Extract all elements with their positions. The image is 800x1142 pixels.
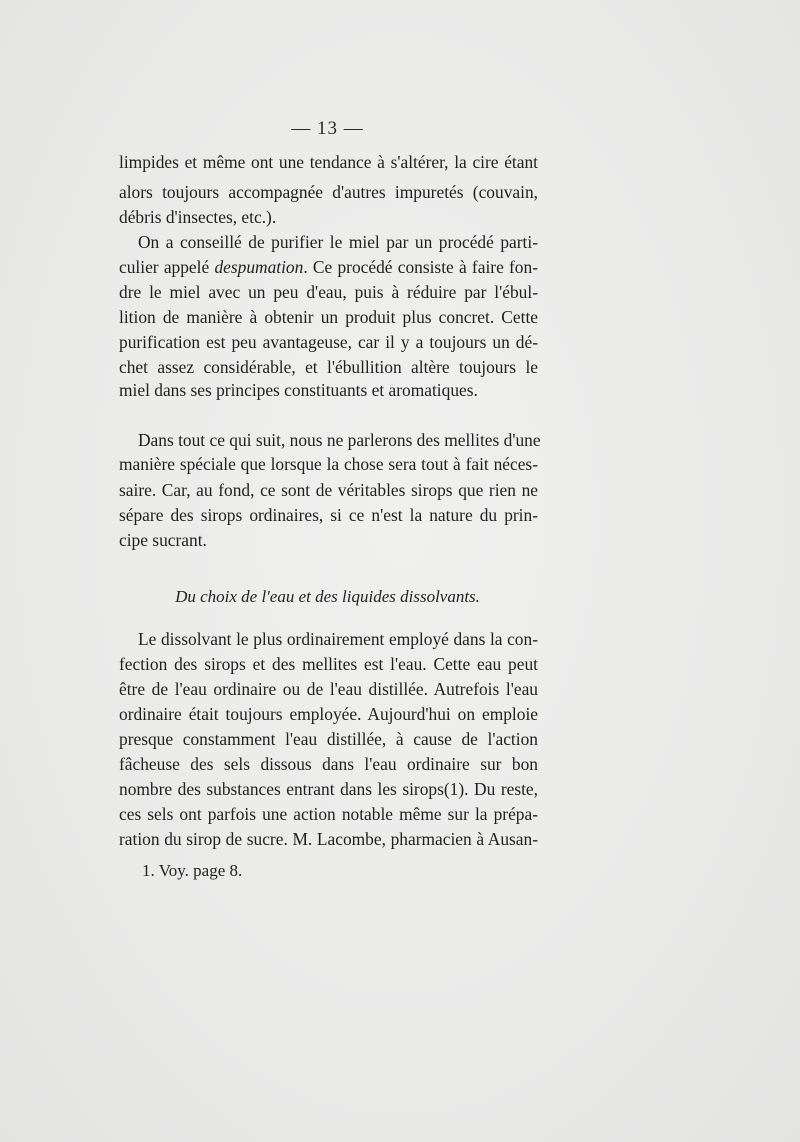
- text-line-with-italic: [119, 255, 538, 279]
- text-line: dre le miel avec un peu d'eau, puis à réduire par l'ébul-: [119, 282, 538, 302]
- text-line: Dans tout ce qui suit, nous ne parlerons des mellites d'une: [138, 430, 541, 450]
- text-line: cipe sucrant.: [119, 530, 207, 550]
- footnote: 1. Voy. page 8.: [142, 861, 243, 880]
- text-line: débris d'insectes, etc.).: [119, 207, 277, 227]
- text-line: miel dans ses principes constituants et aromatiques.: [119, 380, 478, 400]
- text-line: fection des sirops et des mellites est l'eau. Cette eau peut: [119, 654, 538, 674]
- text-line: alors toujours accompagnée d'autres impuretés (couvain,: [119, 182, 538, 202]
- text-line: manière spéciale que lorsque la chose sera tout à fait néces-: [119, 454, 538, 474]
- page-number: — 13 —: [291, 118, 364, 139]
- text-line: limpides et même ont une tendance à s'altérer, la cire étant: [119, 152, 538, 172]
- text-line: Le dissolvant le plus ordinairement employé dans la con-: [138, 629, 538, 649]
- text-line: chet assez considérable, et l'ébullition altère toujours le: [119, 357, 538, 377]
- text-line: presque constamment l'eau distillée, à cause de l'action: [119, 729, 538, 749]
- text-line: fâcheuse des sels dissous dans l'eau ordinaire sur bon: [119, 754, 538, 774]
- text-line: nombre des substances entrant dans les sirops(1). Du reste,: [119, 779, 538, 799]
- text-line: ces sels ont parfois une action notable même sur la prépa-: [119, 804, 538, 824]
- text-line: lition de manière à obtenir un produit plus concret. Cette: [119, 307, 538, 327]
- text-line: sépare des sirops ordinaires, si ce n'est la nature du prin-: [119, 505, 538, 525]
- text-line: être de l'eau ordinaire ou de l'eau distillée. Autrefois l'eau: [119, 679, 538, 699]
- italic-term: despumation: [214, 257, 304, 277]
- text-line: On a conseillé de purifier le miel par un procédé parti-: [138, 232, 538, 252]
- section-heading: Du choix de l'eau et des liquides dissolvants.: [175, 587, 480, 606]
- text-line: ordinaire était toujours employée. Aujourd'hui on emploie: [119, 704, 538, 724]
- text-line: ration du sirop de sucre. M. Lacombe, pharmacien à Ausan-: [119, 829, 538, 849]
- text-line: saire. Car, au fond, ce sont de véritables sirops que rien ne: [119, 480, 538, 500]
- text-line: purification est peu avantageuse, car il y a toujours un dé-: [119, 332, 538, 352]
- text-span: . Ce procédé consiste à faire fon-: [303, 257, 538, 277]
- text-span: culier appelé: [119, 257, 215, 277]
